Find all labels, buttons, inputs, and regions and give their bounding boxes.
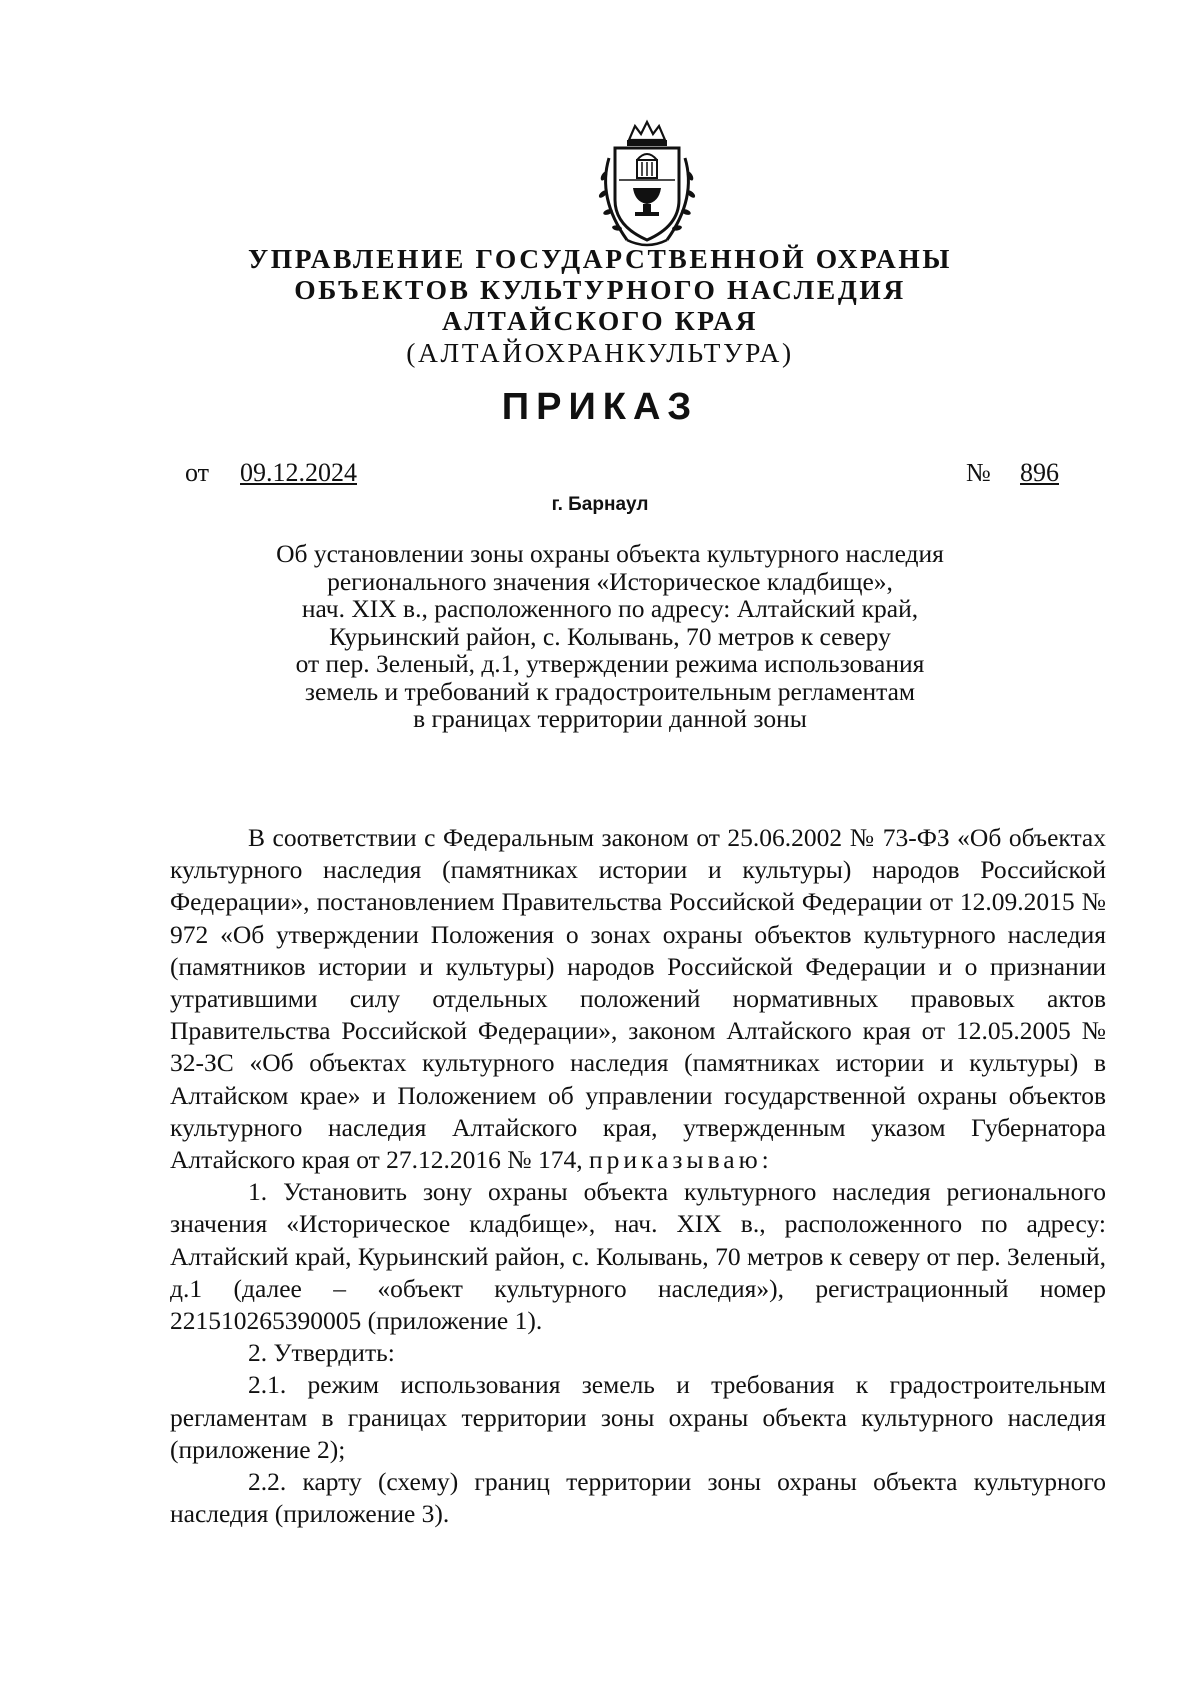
document-subject xyxy=(200,540,1020,733)
item-1: 1. Установить зону охраны объекта культурного наследия регионального значения «Историческое кладбище», нач. XIX в., расположенного по адресу: Алтайский край, Курьинский район, с. Колывань, 70 метров к северу от пер. Зеленый, д.1 (далее – «объект культурного наследия»), регистрационный номер 221510265390005 (приложение 1). xyxy=(170,1177,1106,1336)
document-body xyxy=(170,822,1106,1530)
city: г. Барнаул xyxy=(551,494,649,515)
date-label: от xyxy=(185,458,210,487)
organization-line-1: УПРАВЛЕНИЕ ГОСУДАРСТВЕННОЙ ОХРАНЫ xyxy=(248,243,952,274)
preamble-paragraph xyxy=(170,822,1106,1176)
document-number: 896 xyxy=(1020,458,1059,487)
subject-line: Курьинский район, с. Колывань, 70 метров к северу xyxy=(329,621,891,651)
subject-line: Об установлении зоны охраны объекта культурного наследия xyxy=(276,539,944,568)
organization-abbreviation: (АЛТАЙОХРАНКУЛЬТУРА) xyxy=(406,337,794,368)
number-label: № xyxy=(966,458,991,487)
document-date: 09.12.2024 xyxy=(240,458,357,487)
item-2-1: 2.1. режим использования земель и требования к градостроительным регламентам в границах территории зоны охраны объекта культурного наследия (приложение 2); xyxy=(170,1370,1106,1464)
subject-line: от пер. Зеленый, д.1, утверждении режима использования xyxy=(295,649,925,678)
item-2: 2. Утвердить: xyxy=(248,1338,395,1368)
subject-line: земель и требований к градостроительным регламентам xyxy=(304,676,916,706)
document-title: ПРИКАЗ xyxy=(501,386,699,428)
subject-line: нач. XIX в., расположенного по адресу: Алтайский край, xyxy=(301,594,919,623)
organization-line-3: АЛТАЙСКОГО КРАЯ xyxy=(441,305,759,336)
preamble-text: В соответствии с Федеральным законом от 25.06.2002 № 73-ФЗ «Об объектах культурного наследия (памятниках истории и культуры) народов Российской Федерации», постановлением Правительства Российской Федерации от 12.09.2015 № 972 «Об утверждении Положения о зонах охраны объектов культурного наследия (памятников истории и культуры) народов Российской Федерации и о признании утратившими силу отдельных положений нормативных правовых актов Правительства Российской Федерации», законом Алтайского края от 12.05.2005 № 32-ЗС «Об объектах культурного наследия (памятниках истории и культуры) в Алтайском крае» и Положением об управлении государственной охраны объектов культурного наследия Алтайского края, утвержденным указом Губернатора Алтайского края от 27.12.2016 № 174, xyxy=(170,823,1106,1175)
subject-line: регионального значения «Историческое кладбище», xyxy=(327,566,893,596)
organization-name xyxy=(0,243,1200,336)
item-2-2: 2.2. карту (схему) границ территории зоны охраны объекта культурного наследия (приложение 3). xyxy=(170,1467,1106,1529)
order-word: приказываю: xyxy=(589,1145,773,1175)
subject-line: в границах территории данной зоны xyxy=(413,704,807,733)
organization-line-2: ОБЪЕКТОВ КУЛЬТУРНОГО НАСЛЕДИЯ xyxy=(294,274,906,305)
coat-of-arms-icon xyxy=(587,118,707,253)
